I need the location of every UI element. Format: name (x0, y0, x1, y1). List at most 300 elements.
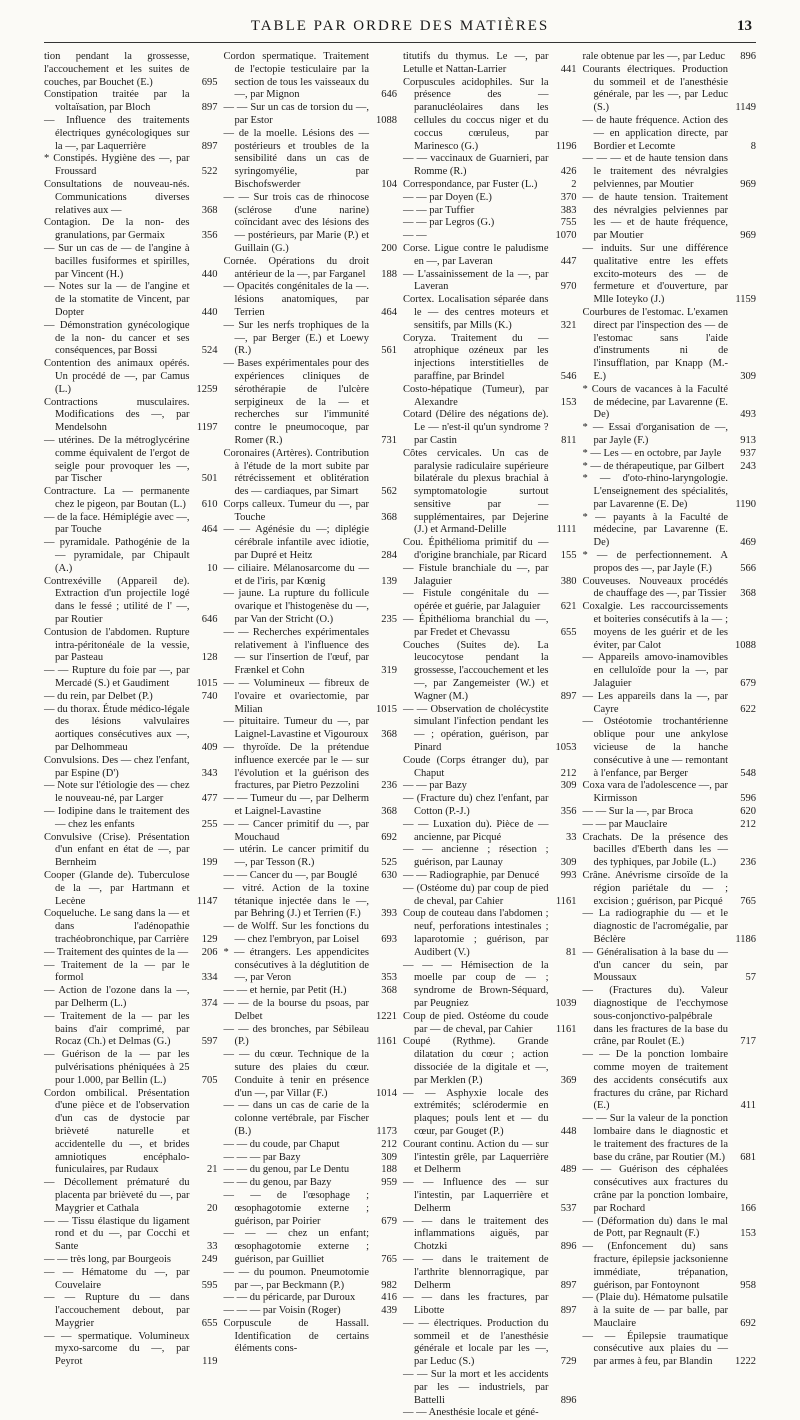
entry-text: — — vaccinaux de Guarnieri, par Romme (R.) (403, 153, 549, 178)
entry-page-number: 426 (560, 166, 577, 178)
entry-text: — Appareils amovo-inamovibles en celluloïde pour la —, par Jalaguier (582, 652, 728, 690)
entry-text: — — Guérison des céphalées consécutives aux fractures du crâne par la ponction lombaire, par Rochard (582, 1164, 728, 1214)
entry-page-number: 1147 (196, 895, 218, 907)
entry-page-number: 206 (201, 946, 218, 958)
entry-page-number: 343 (201, 767, 218, 779)
entry-page-number: 368 (381, 729, 397, 741)
entry-page-number: 1186 (735, 933, 756, 945)
entry-page-number: 897 (201, 102, 218, 114)
entry-page-number: 309 (560, 857, 577, 869)
index-entry (44, 1331, 218, 1369)
entry-text: — thyroïde. De la prétendue influence exercée par le — sur l'évolution et la guérison des fractures, par Pietro Pezzolini (223, 742, 369, 792)
index-entry (583, 870, 757, 908)
index-entry (403, 614, 577, 640)
index-column-1 (44, 51, 218, 1368)
entry-text: Contractions musculaires. Modifications des —, par Mendelsohn (44, 396, 190, 434)
index-entry (44, 243, 218, 281)
index-entry (403, 1407, 577, 1420)
entry-page-number: 353 (381, 972, 397, 984)
entry-page-number: 440 (201, 306, 218, 318)
index-entry (44, 320, 218, 358)
entry-text: Correspondance, par Fuster (L.) (403, 178, 538, 190)
index-entry (403, 780, 577, 793)
index-entry (403, 243, 577, 269)
index-entry (403, 960, 577, 1011)
index-entry (224, 819, 398, 845)
entry-page-number: 1149 (735, 102, 756, 114)
entry-text: — — — par Bazy (223, 1151, 301, 1163)
index-entry (403, 51, 577, 77)
index-entry (583, 652, 757, 690)
index-entry (44, 179, 218, 217)
entry-page-number: 729 (560, 1356, 577, 1368)
index-entry (224, 1152, 398, 1165)
entry-text: — — Sur la —, par Broca (582, 806, 694, 818)
index-entry (583, 384, 757, 422)
index-columns (44, 51, 756, 1419)
entry-text: — — dans les fractures, par Libotte (403, 1292, 549, 1317)
entry-page-number: 561 (381, 345, 397, 357)
entry-text: Coup de pied. Ostéome du coude par — de cheval, par Cahier (403, 1010, 549, 1035)
entry-page-number: 188 (381, 1164, 397, 1176)
entry-text: — — spermatique. Volumineux myxo-sarcome du —, par Peyrot (44, 1330, 190, 1368)
entry-text: Couches (Suites de). La leucocytose pendant la grossesse, l'accouchement et les —, par Zangemeister (W.) et Wagner (M.) (403, 639, 549, 702)
index-entry (224, 128, 398, 192)
index-entry (224, 742, 398, 793)
entry-text: Cooper (Glande de). Tuberculose de la —, par Hartmann et Lecène (44, 870, 190, 907)
entry-text: Crâne. Anévrisme cirsoïde de la région pariétale du — ; excision ; guérison, par Picqué (582, 870, 728, 907)
index-entry (403, 844, 577, 870)
index-entry (44, 1088, 218, 1178)
entry-text: * — de perfectionnement. A propos des —, par Jayle (F.) (582, 550, 728, 574)
index-column-4 (582, 51, 757, 1368)
entry-page-number: 897 (201, 140, 218, 152)
entry-page-number: 1159 (735, 294, 756, 306)
entry-page-number: 1161 (555, 895, 577, 907)
index-entry (403, 883, 577, 909)
entry-page-number: 383 (560, 204, 577, 216)
entry-text: Cornée. Opérations du droit antérieur de la —, par Farganel (223, 255, 369, 280)
entry-page-number: 525 (381, 857, 397, 869)
entry-text: — — dans un cas de carie de la colonne vertébrale, par Fischer (B.) (223, 1100, 369, 1137)
entry-page-number: 1222 (735, 1356, 756, 1368)
entry-page-number: 548 (740, 767, 756, 779)
entry-text: — — Sur un cas de torsion du —, par Estor (223, 102, 369, 126)
entry-page-number: 524 (201, 345, 218, 357)
entry-page-number: 368 (381, 511, 397, 523)
index-entry (403, 563, 577, 589)
index-entry (403, 1292, 577, 1318)
entry-page-number: 374 (201, 997, 218, 1009)
index-entry (403, 640, 577, 704)
index-entry (224, 358, 398, 448)
entry-page-number: 368 (381, 985, 397, 997)
entry-page-number: 896 (560, 1241, 577, 1253)
index-entry (224, 998, 398, 1024)
entry-text: Cordon ombilical. Présentation d'une pièce et de l'observation d'un cas de dystocie par brièveté naturelle et accidentelle du —, et brides amniotiques encéphalo-funiculaires, par Rudaux (44, 1087, 190, 1176)
entry-page-number: 380 (560, 575, 577, 587)
entry-text: — pituitaire. Tumeur du —, par Laignel-Lavastine et Vigouroux (223, 716, 369, 741)
entry-page-number: 409 (201, 742, 218, 754)
entry-page-number: 982 (381, 1279, 397, 1291)
entry-text: Cotard (Délire des négations de). Le — n'est-il qu'un syndrome ? par Castin (403, 409, 549, 446)
entry-page-number: 1221 (376, 1010, 397, 1022)
index-entry (44, 89, 218, 115)
entry-text: — — Épilepsie traumatique consécutive aux plaies du — par armes à feu, par Blandin (582, 1330, 728, 1368)
page-title: TABLE PAR ORDRE DES MATIÈRES (250, 18, 550, 34)
index-entry (224, 716, 398, 742)
entry-page-number: 566 (740, 562, 756, 574)
index-entry (583, 601, 757, 652)
index-entry (44, 115, 218, 153)
index-entry (224, 793, 398, 819)
entry-page-number: 393 (381, 908, 397, 920)
index-entry (403, 409, 577, 447)
index-entry (583, 1216, 757, 1242)
entry-text: — de haute fréquence. Action des — en application directe, par Bordier et Lecomte (582, 114, 728, 152)
entry-text: — — Tissu élastique du ligament rond et du —, par Cocchi et Sante (44, 1215, 190, 1253)
index-entry (224, 320, 398, 358)
entry-text: — utérines. De la métroglycérine comme équivalent de l'ergot de seigle pour provoquer les —, par Tischer (44, 434, 190, 485)
index-entry (44, 435, 218, 486)
index-entry (583, 115, 757, 153)
entry-page-number: 679 (381, 1215, 397, 1227)
entry-text: — Fistule congénitale du — opérée et guérie, par Jalaguier (403, 588, 549, 613)
entry-text: — — — et de haute tension dans le traitement des névralgies pelviennes, par Moutier (582, 153, 728, 190)
index-entry (403, 448, 577, 538)
entry-text: — — — par Voisin (Roger) (223, 1305, 341, 1317)
entry-text: — — Volumineux — fibreux de l'ovaire et ovariectomie, par Milian (223, 678, 369, 715)
entry-page-number: 243 (740, 460, 756, 472)
index-entry (224, 1305, 398, 1318)
entry-page-number: 334 (201, 972, 218, 984)
entry-text: — — dans le traitement des inflammations aiguës, par Chotzki (403, 1215, 549, 1253)
entry-page-number: 441 (560, 63, 577, 75)
index-entry (583, 985, 757, 1049)
index-entry (403, 153, 577, 179)
entry-text: — (Fracture du) chez l'enfant, par Cotton (P.-J.) (403, 793, 549, 818)
index-entry (44, 1254, 218, 1267)
entry-text: — — du poumon. Pneumotomie par —, par Beckmann (P.) (223, 1266, 369, 1291)
index-entry (583, 576, 757, 602)
index-entry (403, 269, 577, 295)
entry-page-number: 1039 (555, 997, 577, 1009)
entry-text: — Traitement de la — par le formol (44, 959, 190, 984)
page-number: 13 (737, 18, 752, 34)
index-entry (583, 307, 757, 384)
entry-page-number: 765 (740, 895, 756, 907)
index-entry (224, 1024, 398, 1050)
entry-page-number: 8 (750, 140, 756, 152)
index-entry (44, 870, 218, 908)
index-entry (224, 1164, 398, 1177)
index-entry (403, 1369, 577, 1407)
entry-page-number: 610 (201, 498, 218, 510)
entry-text: — — Anesthésie locale et géné- (403, 1407, 539, 1419)
index-entry (583, 1292, 757, 1330)
entry-text: Convulsions. Des — chez l'enfant, par Espine (D') (44, 754, 190, 779)
entry-page-number: 356 (201, 230, 218, 242)
entry-text: Crachats. De la présence des bacilles d'Eberth dans les — des typhiques, par Jobile (L.) (582, 831, 728, 869)
index-entry (583, 64, 757, 115)
entry-text: — Note sur l'étiologie des — chez le nouveau-né, par Larger (44, 780, 190, 805)
entry-text: — — ancienne ; résection ; guérison, par Launay (403, 844, 549, 869)
index-entry (224, 499, 398, 525)
index-entry (403, 77, 577, 154)
index-entry (403, 1139, 577, 1177)
index-entry (583, 716, 757, 780)
entry-text: — pyramidale. Pathogénie de la — pyramidale, par Chipault (A.) (44, 537, 190, 574)
entry-text: — Démonstration gynécologique de la non- du cancer et ses conséquences, par Bossi (44, 319, 190, 357)
entry-text: — Sur les nerfs trophiques de la —, par Berger (E.) et Loewy (R.) (223, 319, 369, 357)
index-entry (44, 908, 218, 946)
index-entry (583, 192, 757, 243)
entry-text: — Épithélioma branchial du —, par Fredet et Chevassu (403, 614, 549, 638)
entry-page-number: 319 (381, 665, 397, 677)
entry-text: — La radiographie du — et le diagnostic de l'acromégalie, par Béclère (582, 908, 728, 945)
index-entry (224, 627, 398, 678)
index-entry (583, 691, 757, 717)
entry-page-number: 212 (381, 1138, 397, 1150)
entry-page-number: 811 (561, 434, 577, 446)
entry-page-number: 765 (381, 1253, 397, 1265)
index-entry (583, 947, 757, 985)
entry-page-number: 236 (381, 780, 397, 792)
index-entry (224, 1267, 398, 1293)
entry-text: — — Luxation du). Pièce de — ancienne, par Picqué (403, 818, 549, 843)
entry-page-number: 309 (381, 1151, 397, 1163)
index-entry (403, 1177, 577, 1215)
entry-text: — — Sur la mort et les accidents par les — industriels, par Battelli (403, 1369, 549, 1406)
index-entry (224, 102, 398, 128)
entry-page-number: 212 (560, 767, 577, 779)
entry-text: — (Déformation du) dans le mal de Pott, par Regnault (F.) (582, 1215, 728, 1240)
index-entry (224, 1190, 398, 1228)
entry-page-number: 493 (740, 409, 756, 421)
entry-page-number: 477 (201, 793, 218, 805)
entry-text: Coup de couteau dans l'abdomen ; neuf, perforations intestinales ; laparotomie ; guérison, par Audibert (V.) (403, 908, 549, 958)
index-entry (44, 832, 218, 870)
entry-page-number: 692 (381, 831, 397, 843)
index-entry (403, 819, 577, 845)
index-entry (44, 1292, 218, 1330)
entry-page-number: 896 (560, 1394, 577, 1406)
entry-text: — utérin. Le cancer primitif du —, par Tesson (R.) (223, 844, 369, 869)
index-entry (583, 806, 757, 819)
index-entry (224, 256, 398, 282)
index-entry (403, 294, 577, 332)
entry-text: Couveuses. Nouveaux procédés de chauffage des —, par Tissier (582, 575, 728, 600)
index-entry (583, 1049, 757, 1113)
index-entry (224, 51, 398, 102)
entry-text: — Bases expérimentales pour des expériences cliniques de sérothérapie de l'ulcère serpigineux de la — et recherches sur l'immunité contre le pneumocoque, par Romer (R.) (223, 358, 369, 446)
entry-page-number: 153 (560, 396, 577, 408)
index-entry (583, 1241, 757, 1292)
entry-page-number: 731 (381, 434, 397, 446)
entry-text: * — étrangers. Les appendicites consécutives à la déglutition de —, par Veron (223, 946, 369, 984)
entry-text: * — de thérapeutique, par Gilbert (582, 460, 725, 472)
index-entry (44, 1049, 218, 1087)
entry-text: — (Ostéome du) par coup de pied de cheval, par Cahier (403, 882, 549, 907)
index-entry (44, 217, 218, 243)
index-entry (44, 947, 218, 960)
entry-text: — — Sur la valeur de la ponction lombaire dans le diagnostic et le traitement des fractures de la base du crâne, par Routier (M.) (582, 1113, 728, 1163)
index-entry (403, 1036, 577, 1087)
index-entry (403, 179, 577, 192)
entry-text: — Les appareils dans la —, par Cayre (582, 690, 728, 715)
index-entry (224, 883, 398, 921)
entry-page-number: 1053 (555, 742, 577, 754)
index-entry (44, 627, 218, 665)
entry-text: — — du coude, par Chaput (223, 1138, 340, 1150)
entry-page-number: 166 (740, 1202, 756, 1214)
entry-page-number: 546 (560, 370, 577, 382)
entry-text: — de Wolff. Sur les fonctions du — chez l'embryon, par Loisel (223, 921, 369, 945)
entry-text: — induits. Sur une différence qualitative entre les effets excito-moteurs des — de fermeture et d'ouverture, par Mlle Ioteyko (J.) (582, 242, 728, 306)
entry-text: Costo-hépatique (Tumeur), par Alexandre (403, 383, 549, 408)
entry-page-number: 1197 (196, 422, 218, 434)
index-entry (44, 960, 218, 986)
entry-page-number: 695 (201, 76, 218, 88)
index-entry (224, 921, 398, 947)
index-entry (583, 448, 757, 461)
index-entry (224, 588, 398, 626)
entry-page-number: 369 (560, 1074, 577, 1086)
entry-text: — — Cancer du —, par Bouglé (223, 870, 358, 881)
entry-page-number: 81 (566, 946, 577, 958)
entry-page-number: 646 (201, 614, 218, 626)
entry-page-number: 993 (560, 870, 577, 881)
entry-page-number: 622 (740, 703, 756, 715)
entry-text: — — par Mauclaire (582, 818, 668, 830)
entry-text: tion pendant la grossesse, l'accouchement et les suites de couches, par Bouchet (E.) (44, 51, 190, 88)
entry-text: — — des bronches, par Sébileau (P.) (223, 1023, 369, 1048)
index-entry (583, 550, 757, 576)
entry-text: — — et hernie, par Petit (H.) (223, 985, 347, 997)
index-entry (224, 1139, 398, 1152)
index-entry (44, 358, 218, 396)
entry-page-number: 740 (201, 690, 218, 702)
entry-text: Coronaires (Artères). Contribution à l'étude de la mort subite par rétrécissement et oblitération des — cardiaques, par Simart (223, 447, 370, 498)
entry-page-number: 705 (201, 1074, 218, 1086)
entry-page-number: 235 (381, 614, 397, 626)
entry-text: * — Essai d'organisation de —, par Jayle (F.) (582, 422, 728, 446)
index-entry (44, 806, 218, 832)
entry-text: Cou. Épithélioma primitif du — d'origine branchiale, par Ricard (403, 537, 549, 562)
index-entry (224, 524, 398, 562)
index-entry (403, 205, 577, 218)
index-entry (224, 870, 398, 883)
entry-text: Corse. Ligue contre le paludisme en —, par Laveran (403, 242, 549, 267)
entry-page-number: 1161 (376, 1036, 397, 1048)
index-entry (44, 281, 218, 319)
entry-text: Cortex. Localisation séparée dans le — des centres moteurs et sensitifs, par Mills (K.) (403, 294, 549, 331)
entry-page-number: 958 (740, 1279, 756, 1291)
entry-text: — — Recherches expérimentales relativement à l'influence des — sur l'insertion de l'œuf, par Frænkel et Cohn (223, 626, 369, 677)
entry-page-number: 1111 (556, 524, 577, 536)
entry-page-number: 309 (740, 370, 756, 382)
entry-text: — (Enfoncement du) sans fracture, épilepsie jacksonienne immédiate, trépanation, guérison, par Fontoynont (582, 1241, 728, 1291)
entry-text: — — par Legros (G.) (403, 217, 495, 229)
entry-text: * — payants à la Faculté de médecine, par Lavarenne (E. De) (582, 511, 728, 549)
entry-page-number: 119 (202, 1356, 218, 1368)
entry-page-number: 1015 (196, 678, 218, 690)
entry-text: — Généralisation à la base du — d'un cancer du sein, par Moussaux (582, 946, 728, 984)
entry-page-number: 681 (740, 1151, 756, 1163)
entry-page-number: 896 (740, 51, 756, 62)
index-entry (44, 576, 218, 627)
index-entry (224, 281, 398, 319)
entry-page-number: 368 (201, 204, 218, 216)
index-entry (403, 1254, 577, 1292)
entry-text: Contracture. La — permanente chez le pigeon, par Boutan (L.) (44, 486, 190, 510)
entry-text: — (Fractures du). Valeur diagnostique de l'ecchymose sous-conjonctivo-palpébrale dans les fractures de la base du crâne, par Roulet (E.) (582, 985, 728, 1048)
index-entry (224, 1292, 398, 1305)
index-entry (224, 985, 398, 998)
entry-page-number: 139 (381, 575, 397, 587)
entry-page-number: 620 (740, 806, 756, 818)
entry-text: — de la moelle. Lésions des — postérieurs et troubles de la sensibilité dans un cas de syringomyélie, par Bischofswerder (223, 127, 369, 190)
entry-page-number: 255 (201, 818, 218, 830)
index-entry (224, 678, 398, 716)
entry-text: — — dans le traitement de l'arthrite blennorragique, par Delherm (403, 1253, 549, 1291)
entry-text: — Fistule branchiale du —, par Jalaguier (403, 562, 549, 587)
index-entry (224, 844, 398, 870)
entry-text: — — — Hémisection de la moelle par coup de — ; syndrome de Brown-Séquard, par Peugniez (403, 959, 549, 1009)
entry-page-number: 155 (560, 550, 577, 562)
index-entry (583, 1164, 757, 1215)
index-entry (224, 563, 398, 589)
entry-page-number: 200 (381, 242, 397, 254)
entry-page-number: 199 (201, 857, 218, 869)
entry-text: — — Cancer primitif du —, par Mouchaud (223, 818, 369, 843)
entry-page-number: 562 (381, 486, 397, 498)
index-entry (224, 1228, 398, 1266)
entry-page-number: 1190 (735, 498, 756, 510)
entry-text: — Action de l'ozone dans la —, par Delherm (L.) (44, 985, 190, 1009)
entry-page-number: 1070 (555, 230, 577, 242)
entry-page-number: 10 (207, 562, 218, 574)
entry-page-number: 655 (560, 626, 577, 638)
entry-text: Courant continu. Action du — sur l'intestin grêle, par Laquerrière et Delherm (403, 1138, 549, 1176)
entry-text: — — Rupture du foie par —, par Mercadé (S.) et Gaudiment (44, 665, 190, 690)
entry-page-number: 104 (381, 178, 397, 190)
entry-page-number: 1014 (376, 1087, 397, 1099)
index-entry (44, 755, 218, 781)
entry-page-number: 440 (201, 268, 218, 280)
entry-page-number: 621 (560, 601, 577, 613)
index-entry (44, 486, 218, 512)
entry-text: * Constipés. Hygiène des —, par Froussard (44, 153, 190, 178)
entry-page-number: 464 (201, 524, 218, 536)
entry-page-number: 959 (381, 1177, 397, 1189)
entry-text: Consultations de nouveau-nés. Communications diverses relatives aux — (44, 178, 190, 216)
entry-text: Contagion. De la non- des granulations, par Germaix (44, 217, 190, 242)
entry-page-number: 913 (740, 434, 756, 446)
index-entry (583, 1331, 757, 1369)
entry-page-number: 630 (381, 870, 397, 881)
entry-page-number: 21 (207, 1164, 218, 1176)
entry-text: — Sur un cas de — de l'angine à bacilles fusiformes et spirilles, par Vincent (H.) (44, 242, 190, 280)
entry-page-number: 1259 (196, 383, 218, 395)
entry-page-number: 522 (201, 166, 218, 178)
entry-page-number: 368 (740, 588, 756, 600)
index-entry (224, 1318, 398, 1356)
index-entry (403, 217, 577, 230)
entry-page-number: 464 (381, 306, 397, 318)
entry-text: Côtes cervicales. Un cas de paralysie radiculaire supérieure bilatérale du plexus brachial à symptomatologie surtout sensitive par — supplémentaires, par Dejerine (J.) et Armand-Delille (403, 447, 549, 536)
index-entry (224, 192, 398, 256)
